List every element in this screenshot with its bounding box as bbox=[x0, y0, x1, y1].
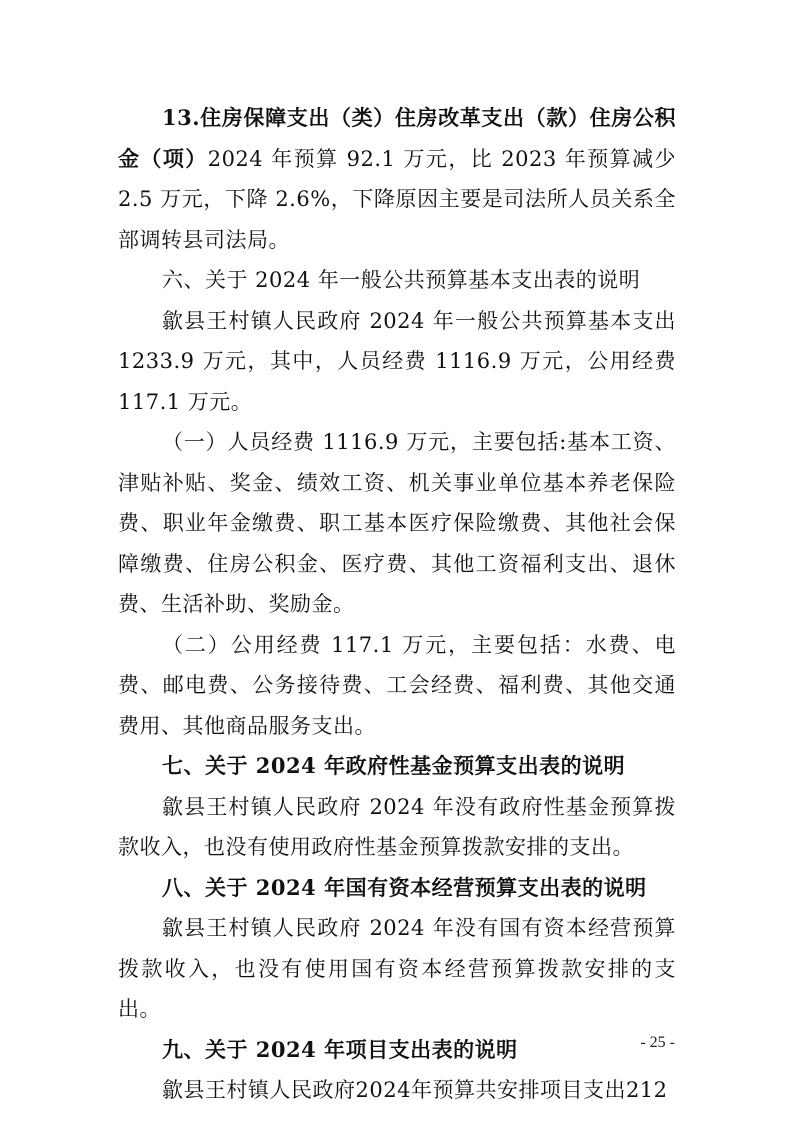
section-heading-7: 七、关于 2024 年政府性基金预算支出表的说明 bbox=[162, 753, 626, 778]
page-number: - 25 - bbox=[640, 1034, 675, 1051]
section-heading-8: 八、关于 2024 年国有资本经营预算支出表的说明 bbox=[162, 874, 647, 900]
paragraph-basic-expenditure: 歙县王村镇人民政府 2024 年一般公共预算基本支出 1233.9 万元，其中，人员经费 1116.9 万元，公用经费 117.1 万元。 bbox=[118, 308, 676, 414]
section-heading-6: 六、关于 2024 年一般公共预算基本支出表的说明 bbox=[162, 268, 641, 292]
item-title-housing-provident-fund: 13.住房保障支出（类）住房改革支出（款）住房公积金（项） bbox=[118, 105, 676, 171]
paragraph-public-expenses: （二）公用经费 117.1 万元，主要包括：水费、电费、邮电费、公务接待费、工会经费、福利费、其他交通费用、其他商品服务支出。 bbox=[118, 632, 676, 738]
section-heading-9: 九、关于 2024 年项目支出表的说明 bbox=[162, 1036, 518, 1062]
paragraph-government-fund: 歙县王村镇人民政府 2024 年没有政府性基金预算拨款收入，也没有使用政府性基金预算拨款安排的支出。 bbox=[118, 794, 676, 859]
paragraph-project-expenditure: 歙县王村镇人民政府2024年预算共安排项目支出212 bbox=[162, 1078, 668, 1102]
paragraph-housing-provident-fund bbox=[118, 98, 676, 260]
document-page bbox=[118, 98, 676, 1111]
paragraph-state-capital: 歙县王村镇人民政府 2024 年没有国有资本经营预算拨款收入，也没有使用国有资本经营预算拨款安排的支出。 bbox=[118, 916, 676, 1021]
item-body-housing-provident-fund: 2024 年预算 92.1 万元，比 2023 年预算减少 2.5 万元，下降 2.6%，下降原因主要是司法所人员关系全部调转县司法局。 bbox=[118, 146, 676, 252]
paragraph-personnel-expenses: （一）人员经费 1116.9 万元，主要包括:基本工资、津贴补贴、奖金、绩效工资、机关事业单位基本养老保险费、职业年金缴费、职工基本医疗保险缴费、其他社会保障缴费、住房公积金、医疗费、其他工资福利支出、退休费、生活补助、奖励金。 bbox=[118, 430, 676, 616]
